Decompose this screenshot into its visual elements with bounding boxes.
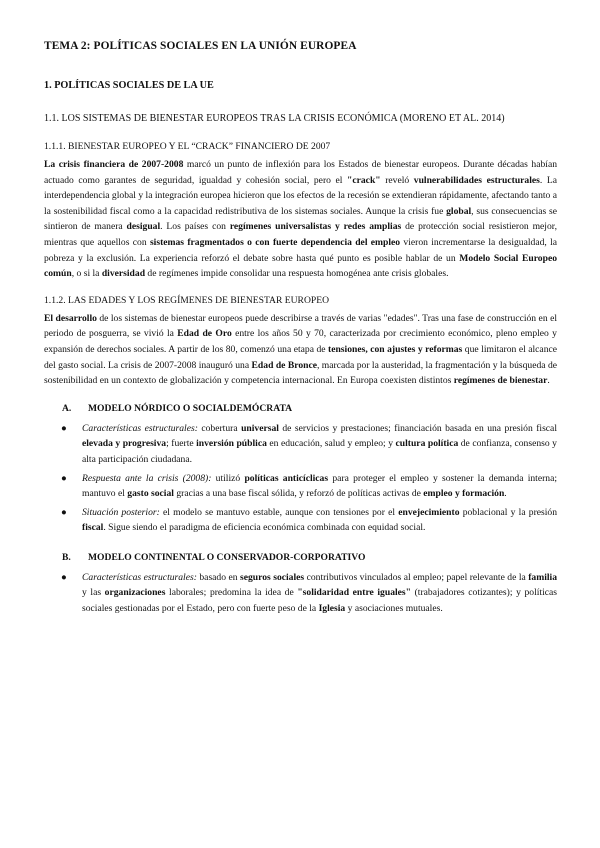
- paragraph-edades: El desarrollo de los sistemas de bienestar europeos puede describirse a través de varias "edades". Tras una fase de construcción en el periodo de posguerra, se vivió la Edad de Oro entre los años 50 y 70, caracterizada por crecimiento económico, pleno empleo y expansión de derechos sociales. A partir de los 80, comenzó una etapa de tensiones, con ajustes y reformas que limitaron el alcance del gasto social. La crisis de 2007-2008 inauguró una Edad de Bronce, marcada por la austeridad, la fragmentación y la búsqueda de sostenibilidad en un contexto de globalización y competencia internacional. En Europa coexisten distintos regímenes de bienestar.: [44, 312, 558, 387]
- model-a-list: [44, 421, 557, 536]
- section-heading-1-1-2: 1.1.2. LAS EDADES Y LOS REGÍMENES DE BIENESTAR EUROPEO: [44, 294, 330, 306]
- list-item: ● Características estructurales: cobertura universal de servicios y prestaciones; financiación basada en una presión fiscal elevada y progresiva; fuerte inversión pública en educación, salud y empleo; y cultura política de confianza, consenso y alta participación ciudadana.: [61, 422, 557, 465]
- section-heading-1: 1. POLÍTICAS SOCIALES DE LA UE: [44, 80, 214, 91]
- list-item: ● Características estructurales: basado en seguros sociales contributivos vinculados al empleo; papel relevante de la familia y las organizaciones laborales; predomina la idea de "solidaridad entre iguales" (trabajadores cotizantes); y políticas sociales gestionadas por el Estado, pero con fuerte peso de la Iglesia y asociaciones mutuales.: [61, 571, 557, 615]
- paragraph-crisis: La crisis financiera de 2007-2008 marcó un punto de inflexión para los Estados de bienestar europeos. Durante décadas habían actuado como garantes de seguridad, igualdad y cohesión social, pero el "crack" reveló vulnerabilidades estructurales. La interdependencia global y la integración europea hicieron que los efectos de la recesión se extendieran rápidamente, afectando tanto a la sostenibilidad fiscal como a la capacidad redistributiva de los sistemas sociales. Aunque la crisis fue global, sus consecuencias se sintieron de manera desigual. Los países con regímenes universalistas y redes amplias de protección social resistieron mejor, mientras que aquellos con sistemas fragmentados o con fuerte dependencia del empleo vieron incrementarse la desigualdad, la pobreza y la exclusión. La experiencia reforzó el debate sobre hasta qué punto es posible hablar de un Modelo Social Europeo común, o si la diversidad de regímenes impide consolidar una respuesta homogénea ante crisis globales.: [44, 159, 558, 280]
- list-item: ● Respuesta ante la crisis (2008): utilizó políticas anticíclicas para proteger el empleo y sostener la demanda interna; mantuvo el gasto social gracias a una base fiscal sólida, y reforzó de políticas activas de empleo y formación.: [61, 472, 558, 500]
- section-heading-1-1: 1.1. LOS SISTEMAS DE BIENESTAR EUROPEOS TRAS LA CRISIS ECONÓMICA (MORENO ET AL. 2014): [44, 113, 505, 124]
- model-b-list: [44, 570, 557, 617]
- subheading-model-a: A. MODELO NÓRDICO O SOCIALDEMÓCRATA: [62, 402, 293, 414]
- document-page: [44, 40, 557, 631]
- list-item: ● Situación posterior: el modelo se mantuvo estable, aunque con tensiones por el envejecimiento poblacional y la presión fiscal. Sigue siendo el paradigma de eficiencia económica combinada con equidad social.: [61, 506, 558, 534]
- document-title: TEMA 2: POLÍTICAS SOCIALES EN LA UNIÓN EUROPEA: [44, 40, 357, 52]
- subheading-model-b: B. MODELO CONTINENTAL O CONSERVADOR-CORPORATIVO: [62, 551, 366, 563]
- section-heading-1-1-1: 1.1.1. BIENESTAR EUROPEO Y EL “CRACK” FINANCIERO DE 2007: [44, 141, 331, 152]
